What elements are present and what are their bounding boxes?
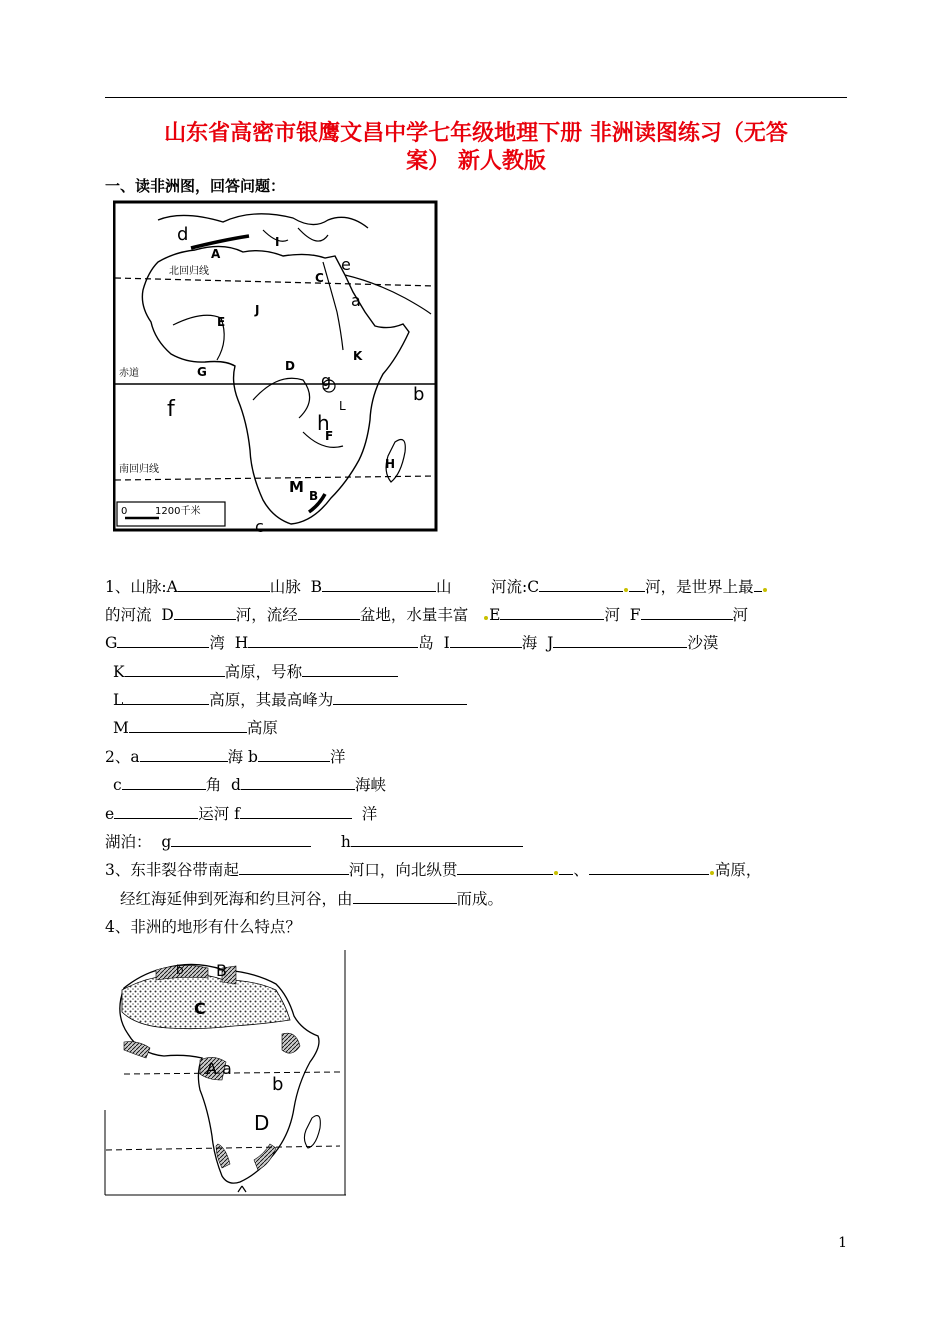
map1-label-h-lower: h [317,411,330,435]
answer-blank[interactable] [239,858,349,875]
map2-label-a-lower: a [222,1059,232,1078]
map1-label-f-lower: f [167,397,175,422]
map1-label-g-upper: G [197,365,207,379]
map1-label-d-lower: d [177,224,189,245]
q1-line-5: L 高原，其最高峰为 [113,688,467,710]
answer-blank[interactable] [240,802,352,819]
answer-blank[interactable] [351,830,523,847]
map1-label-i-upper: I [275,235,280,249]
map1-label-l-upper: L [339,399,346,413]
map2-label-c: C [194,999,206,1018]
answer-blank[interactable] [298,603,360,620]
document-title-line-1: 山东省高密市银鹰文昌中学七年级地理下册 非洲读图练习（无答 [164,121,788,146]
q1-line-1: 1、山脉:A 山脉 B 山 河流:C 河，是世界上最 [105,575,768,597]
map2-label-b-lower: b [272,1074,284,1095]
q2-line-4: 湖泊： g h [105,830,523,852]
answer-blank[interactable] [559,858,573,875]
answer-blank[interactable] [641,603,733,620]
answer-blank[interactable] [123,688,209,705]
q1-line-2: 的河流 D 河，流经 盆地，水量丰富 E 河 F 河 [105,603,748,625]
q1-line-6: M 高原 [113,716,278,738]
answer-blank[interactable] [333,688,467,705]
section-heading: 一、读非洲图，回答问题： [105,177,286,195]
answer-blank[interactable] [589,858,709,875]
answer-blank[interactable] [457,858,553,875]
answer-blank[interactable] [178,575,270,592]
map1-label-b-lower: b [413,384,425,405]
africa-map-2 [104,950,348,1198]
answer-blank[interactable] [122,773,206,790]
q2-line-1: 2、a 海 b 洋 [105,745,345,767]
answer-blank[interactable] [140,745,228,762]
answer-blank[interactable] [241,773,355,790]
equator-label: 赤道 [119,368,139,379]
answer-blank[interactable] [353,887,457,904]
map2-label-b-upper: B [216,961,227,980]
map1-label-a-lower: a [351,291,361,310]
answer-blank[interactable] [322,575,436,592]
map1-label-h-upper: H [385,457,396,471]
document-title-line-2: 案） 新人教版 [406,149,546,174]
top-rule [105,97,847,98]
map1-label-g-lower: g [321,371,332,390]
map2-label-b-small: b [176,963,184,977]
map1-label-f-upper: F [325,429,334,443]
answer-blank[interactable] [125,660,225,677]
q1-line-3: G 湾 H 岛 I 海 J 沙漠 [105,631,718,653]
map2-label-d: D [254,1111,270,1135]
scale-text: 1200千米 [155,506,201,517]
map1-label-a-upper: A [211,247,221,261]
q3-line-2: 经红海延伸到死海和约旦河谷，由 而成。 [120,887,503,909]
map1-label-j-upper: J [255,303,260,317]
answer-blank[interactable] [754,575,762,592]
answer-blank[interactable] [500,603,604,620]
tropic-north-label: 北回归线 [169,266,209,277]
answer-blank[interactable] [114,802,198,819]
africa-map-1 [113,200,439,533]
q3-line-1: 3、东非裂谷带南起 河口，向北纵贯 、 高原， [105,858,761,880]
scale-zero: 0 [121,506,128,517]
answer-blank[interactable] [248,631,418,648]
page-number: 1 [838,1235,847,1251]
tropic-south-label: 南回归线 [119,464,159,475]
map1-label-d-upper: D [285,359,295,373]
map1-label-b-upper: B [309,489,319,503]
map1-label-k-upper: K [353,349,363,363]
q2-line-3: e 运河 f 洋 [105,802,377,824]
map1-label-m-upper: M [289,478,304,496]
answer-blank[interactable] [258,745,330,762]
map2-label-a-upper: A [206,1059,217,1078]
map1-label-e-lower: e [341,255,351,274]
answer-blank[interactable] [302,660,398,677]
answer-blank[interactable] [553,631,687,648]
map1-label-c-upper: C [315,271,324,285]
answer-blank[interactable] [174,603,236,620]
q4-line: 4、非洲的地形有什么特点？ [105,918,301,936]
answer-blank[interactable] [629,575,645,592]
map1-label-c-lower: c [255,517,264,533]
answer-blank[interactable] [539,575,623,592]
map1-label-e-upper: E [217,315,226,329]
q1-line-4: K 高原，号称 [113,660,398,682]
q2-line-2: c 角 d 海峡 [113,773,386,795]
answer-blank[interactable] [117,631,209,648]
answer-blank[interactable] [129,716,247,733]
answer-blank[interactable] [450,631,522,648]
answer-blank[interactable] [171,830,311,847]
